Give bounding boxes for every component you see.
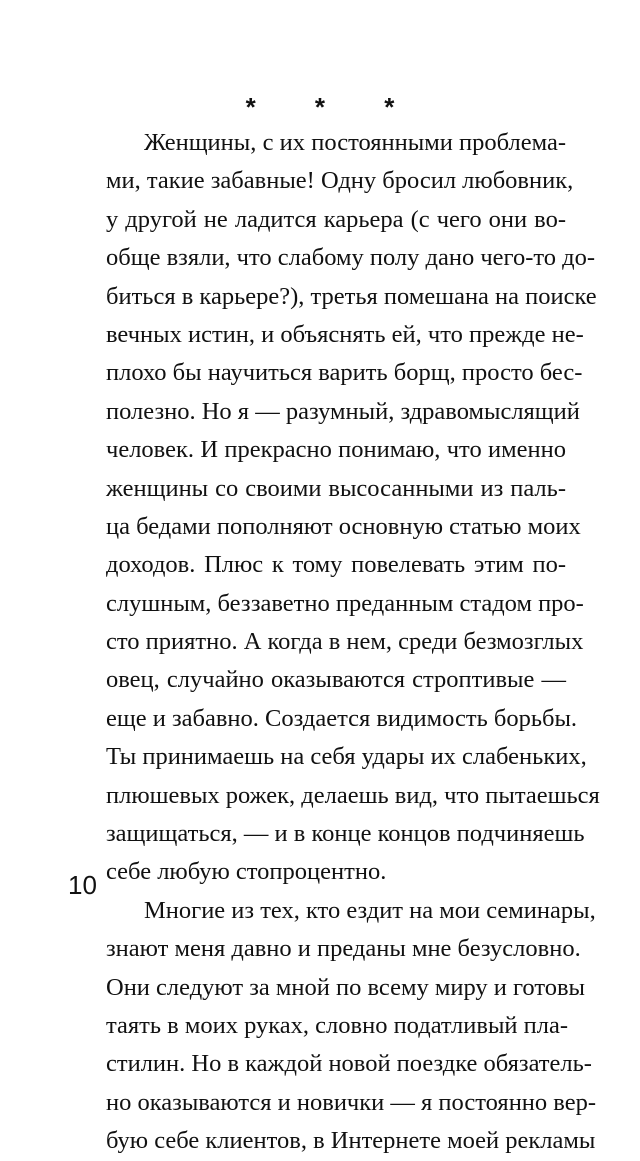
text-line: обще взяли, что слабому полу дано чего-то до- xyxy=(106,244,596,272)
text-line: ми, такие забавные! Одну бросил любовник, xyxy=(106,167,574,195)
text-line: бую себе клиентов, в Интернете моей рекламы xyxy=(106,1127,596,1155)
text-line: ца бедами пополняют основную статью моих xyxy=(106,512,581,540)
text-line: полезно. Но я — разумный, здравомыслящий xyxy=(106,397,580,425)
text-line: плюшевых рожек, делаешь вид, что пытаешься xyxy=(106,781,600,809)
text-line: доходов. Плюс к тому повелевать этим по- xyxy=(106,551,566,579)
text-line: вечных истин, и объяснять ей, что прежде не- xyxy=(106,320,584,348)
text-line: Ты принимаешь на себя удары их слабеньких, xyxy=(106,743,587,771)
text-line: Они следуют за мной по всему миру и готовы xyxy=(106,973,586,1001)
text-line: биться в карьере?), третья помешана на поиске xyxy=(106,282,597,310)
text-line: Женщины, с их постоянными проблема- xyxy=(144,129,566,156)
text-line: еще и забавно. Создается видимость борьбы. xyxy=(106,704,578,732)
paragraph-1 xyxy=(106,124,600,892)
text-line: но оказываются и новички — я постоянно вер- xyxy=(106,1088,596,1116)
text-line: женщины со своими высосанными из паль- xyxy=(106,474,566,502)
text-line: защищаться, — и в конце концов подчиняешь xyxy=(106,820,585,848)
text-line: знают меня давно и преданы мне безусловно. xyxy=(106,935,581,963)
text-line: плохо бы научиться варить борщ, просто бес- xyxy=(106,359,583,387)
page-number: 10 xyxy=(68,870,97,900)
text-line: себе любую стопроцентно. xyxy=(106,858,387,886)
body-text xyxy=(106,124,600,1161)
text-line: у другой не ладится карьера (с чего они во- xyxy=(106,205,566,233)
text-line: Многие из тех, кто ездит на мои семинары, xyxy=(144,896,596,924)
section-separator: * * * xyxy=(245,92,421,122)
text-line: таять в моих руках, словно податливый пла- xyxy=(106,1011,569,1039)
text-line: сто приятно. А когда в нем, среди безмозглых xyxy=(106,628,584,656)
text-line: слушным, беззаветно преданным стадом про- xyxy=(106,589,584,617)
paragraph-2 xyxy=(106,892,596,1161)
text-line: человек. И прекрасно понимаю, что именно xyxy=(106,436,566,464)
text-line: стилин. Но в каждой новой поездке обязатель- xyxy=(106,1050,592,1078)
text-line: овец, случайно оказываются строптивые — xyxy=(106,666,566,694)
